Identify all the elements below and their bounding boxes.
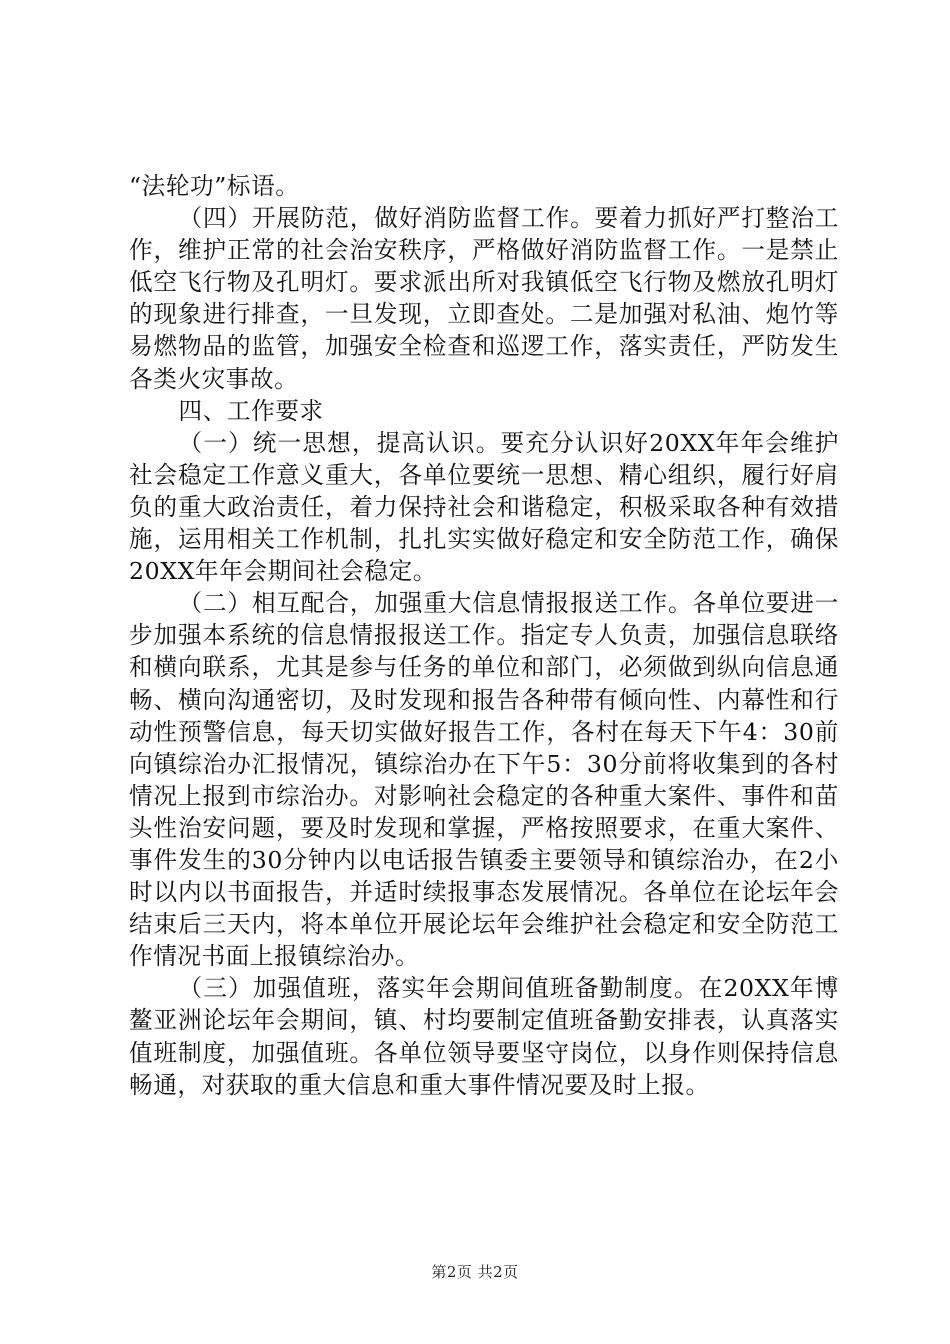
paragraph-continuation: “法轮功”标语。 — [129, 172, 300, 200]
page-number-footer: 第2页 共2页 — [431, 1263, 519, 1281]
paragraph-information-reporting: （二）相互配合，加强重大信息情报报送工作。各单位要进一步加强本系统的信息情报报送工作。指定专人负责，加强信息联络和横向联系，尤其是参与任务的单位和部门，必须做到纵向信息通畅、横向沟通密切，及时发现和报告各种带有倾向性、内幕性和行动性预警信息，每天切实做好报告工作，各村在每天下午4：30前向镇综治办汇报情况，镇综治办在下午5：30分前将收集到的各村情况上报到市综治办。对影响社会稳定的各种重大案件、事件和苗头性治安问题，要及时发现和掌握，严格按照要求，在重大案件、事件发生的30分钟内以电话报告镇委主要领导和镇综治办，在2小时以内以书面报告，并适时续报事态发展情况。各单位在论坛年会结束后三天内，将本单位开展论坛年会维护社会稳定和安全防范工作情况书面上报镇综治办。 — [129, 589, 839, 971]
section-heading-work-requirements: 四、工作要求 — [178, 396, 324, 425]
paragraph-fire-prevention: （四）开展防范，做好消防监督工作。要着力抓好严打整治工作，维护正常的社会治安秩序，严格做好消防监督工作。一是禁止低空飞行物及孔明灯。要求派出所对我镇低空飞行物及燃放孔明灯的现象进行排查，一旦发现，立即查处。二是加强对私油、炮竹等易燃物品的监管，加强安全检查和巡逻工作，落实责任，严防发生各类火灾事故。 — [129, 204, 839, 393]
paragraph-duty-system: （三）加强值班，落实年会期间值班备勤制度。在20XX年博鳌亚洲论坛年会期间，镇、村均要制定值班备勤安排表，认真落实值班制度，加强值班。各单位领导要坚守岗位，以身作则保持信息畅通，对获取的重大信息和重大事件情况要及时上报。 — [129, 974, 839, 1099]
document-body — [129, 170, 839, 1101]
paragraph-unify-thinking: （一）统一思想，提高认识。要充分认识好20XX年年会维护社会稳定工作意义重大，各单位要统一思想、精心组织，履行好肩负的重大政治责任，着力保持社会和谐稳定，积极采取各种有效措施，运用相关工作机制，扎扎实实做好稳定和安全防范工作，确保20XX年年会期间社会稳定。 — [129, 428, 839, 586]
